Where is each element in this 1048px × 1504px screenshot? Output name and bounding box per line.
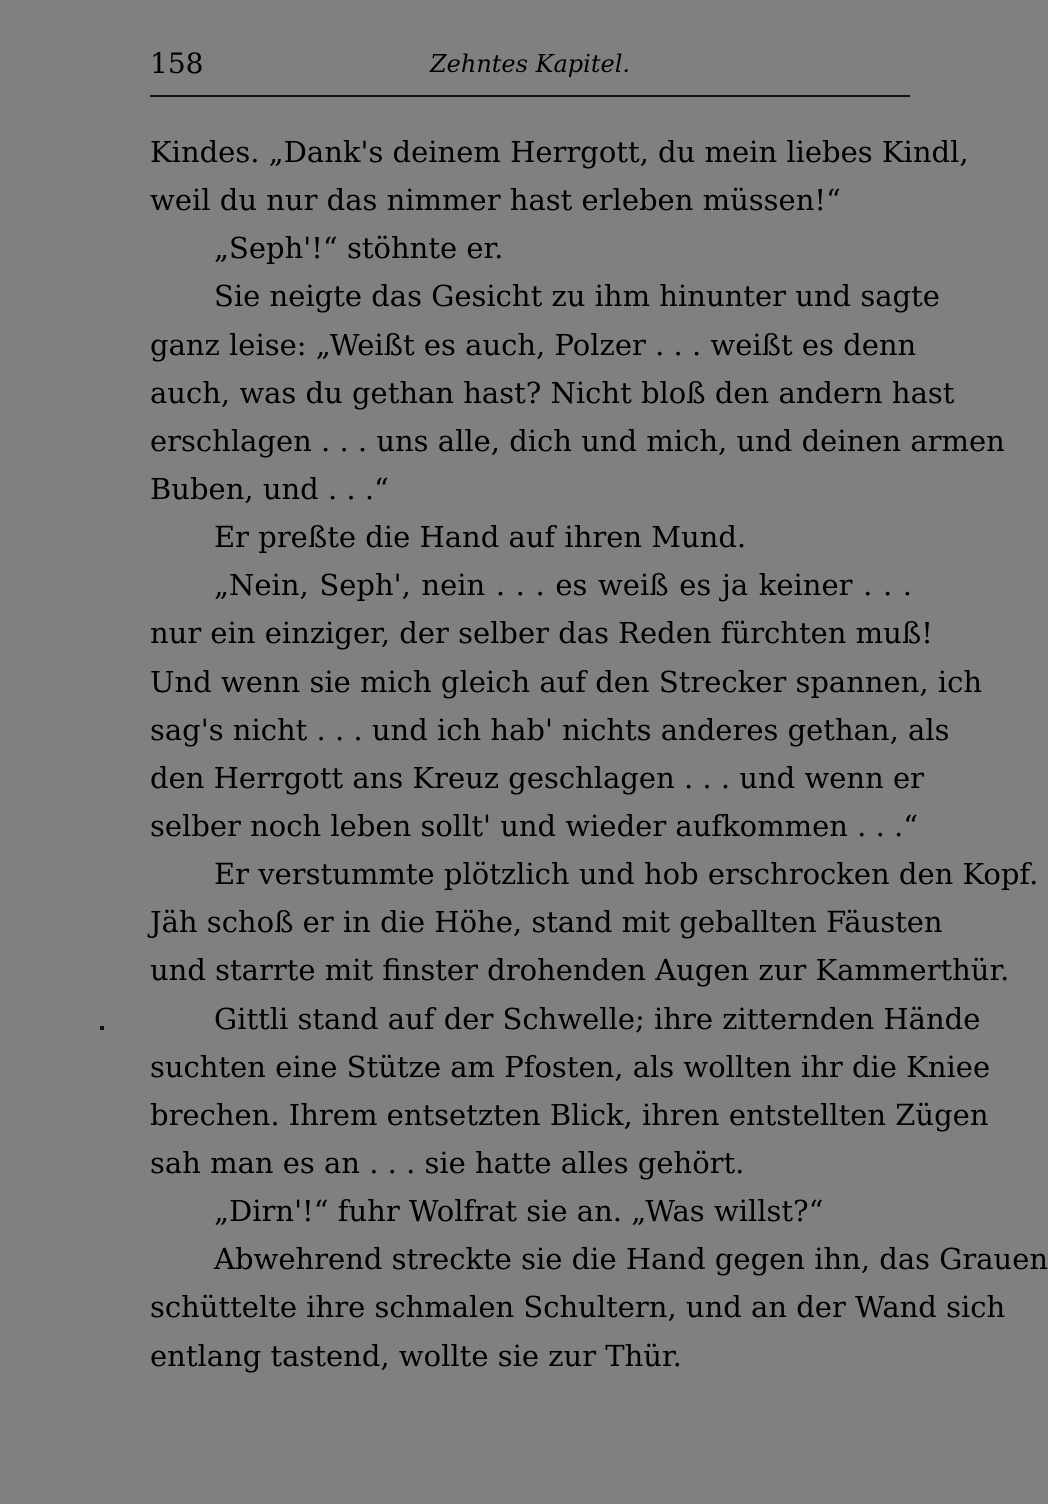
running-head: Zehntes Kapitel.: [429, 50, 630, 78]
header-rule: [150, 95, 910, 97]
scan-speck: [100, 1026, 104, 1030]
text-line: Und wenn sie mich gleich auf den Strecker spannen, ich: [150, 664, 983, 699]
text-line: Sie neigte das Gesicht zu ihm hinunter und sagte: [214, 279, 940, 314]
text-line: schüttelte ihre schmalen Schultern, und an der Wand sich: [150, 1290, 1006, 1325]
text-line: ganz leise: „Weißt es auch, Polzer . . . weißt es denn: [150, 327, 917, 362]
text-line: nur ein einziger, der selber das Reden fürchten muß!: [150, 616, 933, 651]
text-line: sag's nicht . . . und ich hab' nichts anderes gethan, als: [150, 712, 950, 747]
page-header: [150, 44, 910, 84]
text-line: Kindes. „Dank's deinem Herrgott, du mein liebes Kindl,: [150, 135, 969, 169]
text-line: selber noch leben sollt' und wieder aufkommen . . .“: [150, 808, 919, 843]
body-text: [150, 128, 1048, 1380]
text-line: sah man es an . . . sie hatte alles gehört.: [150, 1145, 745, 1180]
text-line: weil du nur das nimmer hast erleben müssen!“: [150, 183, 841, 218]
text-line: „Dirn'!“ fuhr Wolfrat sie an. „Was willst?“: [214, 1194, 824, 1229]
text-line: Gittli stand auf der Schwelle; ihre zitternden Hände: [214, 1001, 981, 1036]
text-line: erschlagen . . . uns alle, dich und mich, und deinen armen: [150, 423, 1005, 458]
text-line: Er verstummte plötzlich und hob erschrocken den Kopf.: [214, 857, 1039, 892]
text-line: Buben, und . . .“: [150, 471, 389, 506]
text-line: „Nein, Seph', nein . . . es weiß es ja keiner . . .: [214, 568, 912, 603]
text-line: entlang tastend, wollte sie zur Thür.: [150, 1338, 682, 1373]
text-line: Er preßte die Hand auf ihren Mund.: [214, 520, 747, 555]
text-line: den Herrgott ans Kreuz geschlagen . . . und wenn er: [150, 760, 925, 795]
text-line: Abwehrend streckte sie die Hand gegen ihn, das Grauen: [214, 1242, 1048, 1277]
page-number: 158: [150, 47, 204, 80]
text-line: suchten eine Stütze am Pfosten, als wollten ihr die Kniee: [150, 1049, 991, 1084]
text-line: Jäh schoß er in die Höhe, stand mit geballten Fäusten: [150, 905, 943, 940]
text-line: brechen. Ihrem entsetzten Blick, ihren entstellten Zügen: [150, 1097, 989, 1132]
text-line: auch, was du gethan hast? Nicht bloß den andern hast: [150, 375, 955, 410]
text-line: „Seph'!“ stöhnte er.: [214, 231, 504, 266]
text-line: und starrte mit finster drohenden Augen zur Kammerthür.: [150, 953, 1010, 988]
